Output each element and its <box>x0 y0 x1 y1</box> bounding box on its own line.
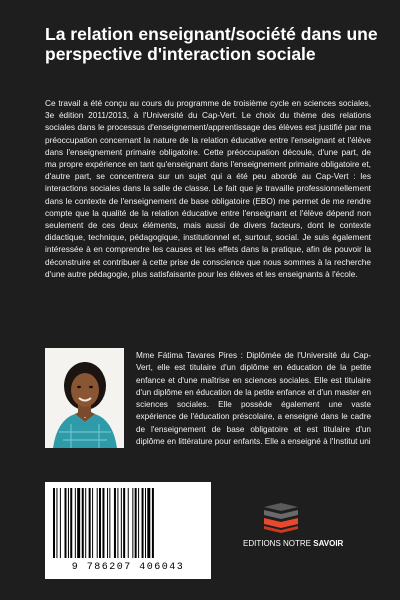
barcode-bar <box>114 488 116 558</box>
publisher-name-bold: SAVOIR <box>313 539 344 548</box>
barcode-bar <box>152 488 154 558</box>
isbn-barcode <box>45 482 211 579</box>
barcode-bar <box>75 488 76 558</box>
barcode-bar <box>56 488 57 558</box>
author-biography: Mme Fátima Tavares Pires : Diplômée de l'Université du Cap-Vert, elle est titulaire d'un diplôme en éducation de la petite enfance et d'une maîtrise en sciences sociales. Elle est titulaire d'un diplôme en éducation de la petite enfance et d'un master en sciences sociales. Elle possède également une vaste expérience de l'éducation préscolaire, a enseigné dans le cadre de l'enseignement de base obligatoire et est titulaire d'un diplôme en littérature pour enfants. Elle a enseigné à l'Institut uni <box>136 351 371 447</box>
publisher-logo-icon <box>262 503 300 533</box>
barcode-bar <box>77 488 80 558</box>
barcode-bar <box>135 488 137 558</box>
barcode-bar <box>107 488 108 558</box>
publisher-name-prefix: EDITIONS NOTRE <box>243 539 314 548</box>
barcode-bar <box>97 488 98 558</box>
isbn-number: 9 786207 406043 <box>71 562 185 573</box>
publisher-name <box>243 539 353 548</box>
barcode-bar <box>142 488 144 558</box>
barcode-bar <box>85 488 86 558</box>
author-portrait-image <box>45 348 124 448</box>
barcode-bars <box>45 482 211 562</box>
barcode-bar <box>92 488 93 558</box>
barcode-bar <box>68 488 69 558</box>
book-title: La relation enseignant/société dans une perspective d'interaction sociale <box>45 24 378 64</box>
barcode-bar <box>117 488 118 558</box>
barcode-bar <box>128 488 129 558</box>
barcode-bar <box>123 488 125 558</box>
barcode-bar <box>138 488 139 558</box>
barcode-bar <box>60 488 61 558</box>
barcode-bar <box>132 488 133 558</box>
barcode-bar <box>102 488 104 558</box>
barcode-bar <box>53 488 55 558</box>
barcode-bar <box>147 488 150 558</box>
book-summary: Ce travail a été conçu au cours du programme de troisième cycle en sciences sociales, 3e édition 2011/2013, à l'Université du Cap-Vert. Le choix du thème des relations sociales dans le processus d'enseignement/apprentissage des élèves est justifié par ma préoccupation concernant la nature de la relation éducative entre l'enseignant et l'élève dans l'enseignement primaire obligatoire. Cette préoccupation découle, d'une part, de ma propre expérience en tant qu'enseignant dans l'enseignement primaire obligatoire et, d'autre part, se concentrera sur un sujet qui a été peu abordé au Cap-Vert : les interactions sociales dans la salle de classe. Le fait que je travaille professionnellement dans le contexte de l'enseignement de base obligatoire (EBO) me permet de me rendre compte que la qualité de la relation éducative entre l'enseignant et l'élève dépend non seulement de ces deux éléments, mais aussi de divers facteurs, dont le contexte didactique, technique, pédagogique, institutionnel et, surtout, social. Je suis également intéressée à en comprendre les causes et les effets dans la pratique, afin de pouvoir la déconstruire et contribuer à cette prise de conscience que nous sommes à la recherche d'une autre pédagogie, plus satisfaisante pour les élèves et les enseignants à l'école. <box>45 98 371 279</box>
barcode-bar <box>99 488 101 558</box>
barcode-bar <box>82 488 84 558</box>
barcode-bar <box>70 488 72 558</box>
barcode-bar <box>109 488 110 558</box>
author-photo <box>45 348 124 448</box>
barcode-bar <box>65 488 67 558</box>
barcode-bar <box>89 488 91 558</box>
barcode-bar <box>145 488 146 558</box>
barcode-bar <box>121 488 122 558</box>
